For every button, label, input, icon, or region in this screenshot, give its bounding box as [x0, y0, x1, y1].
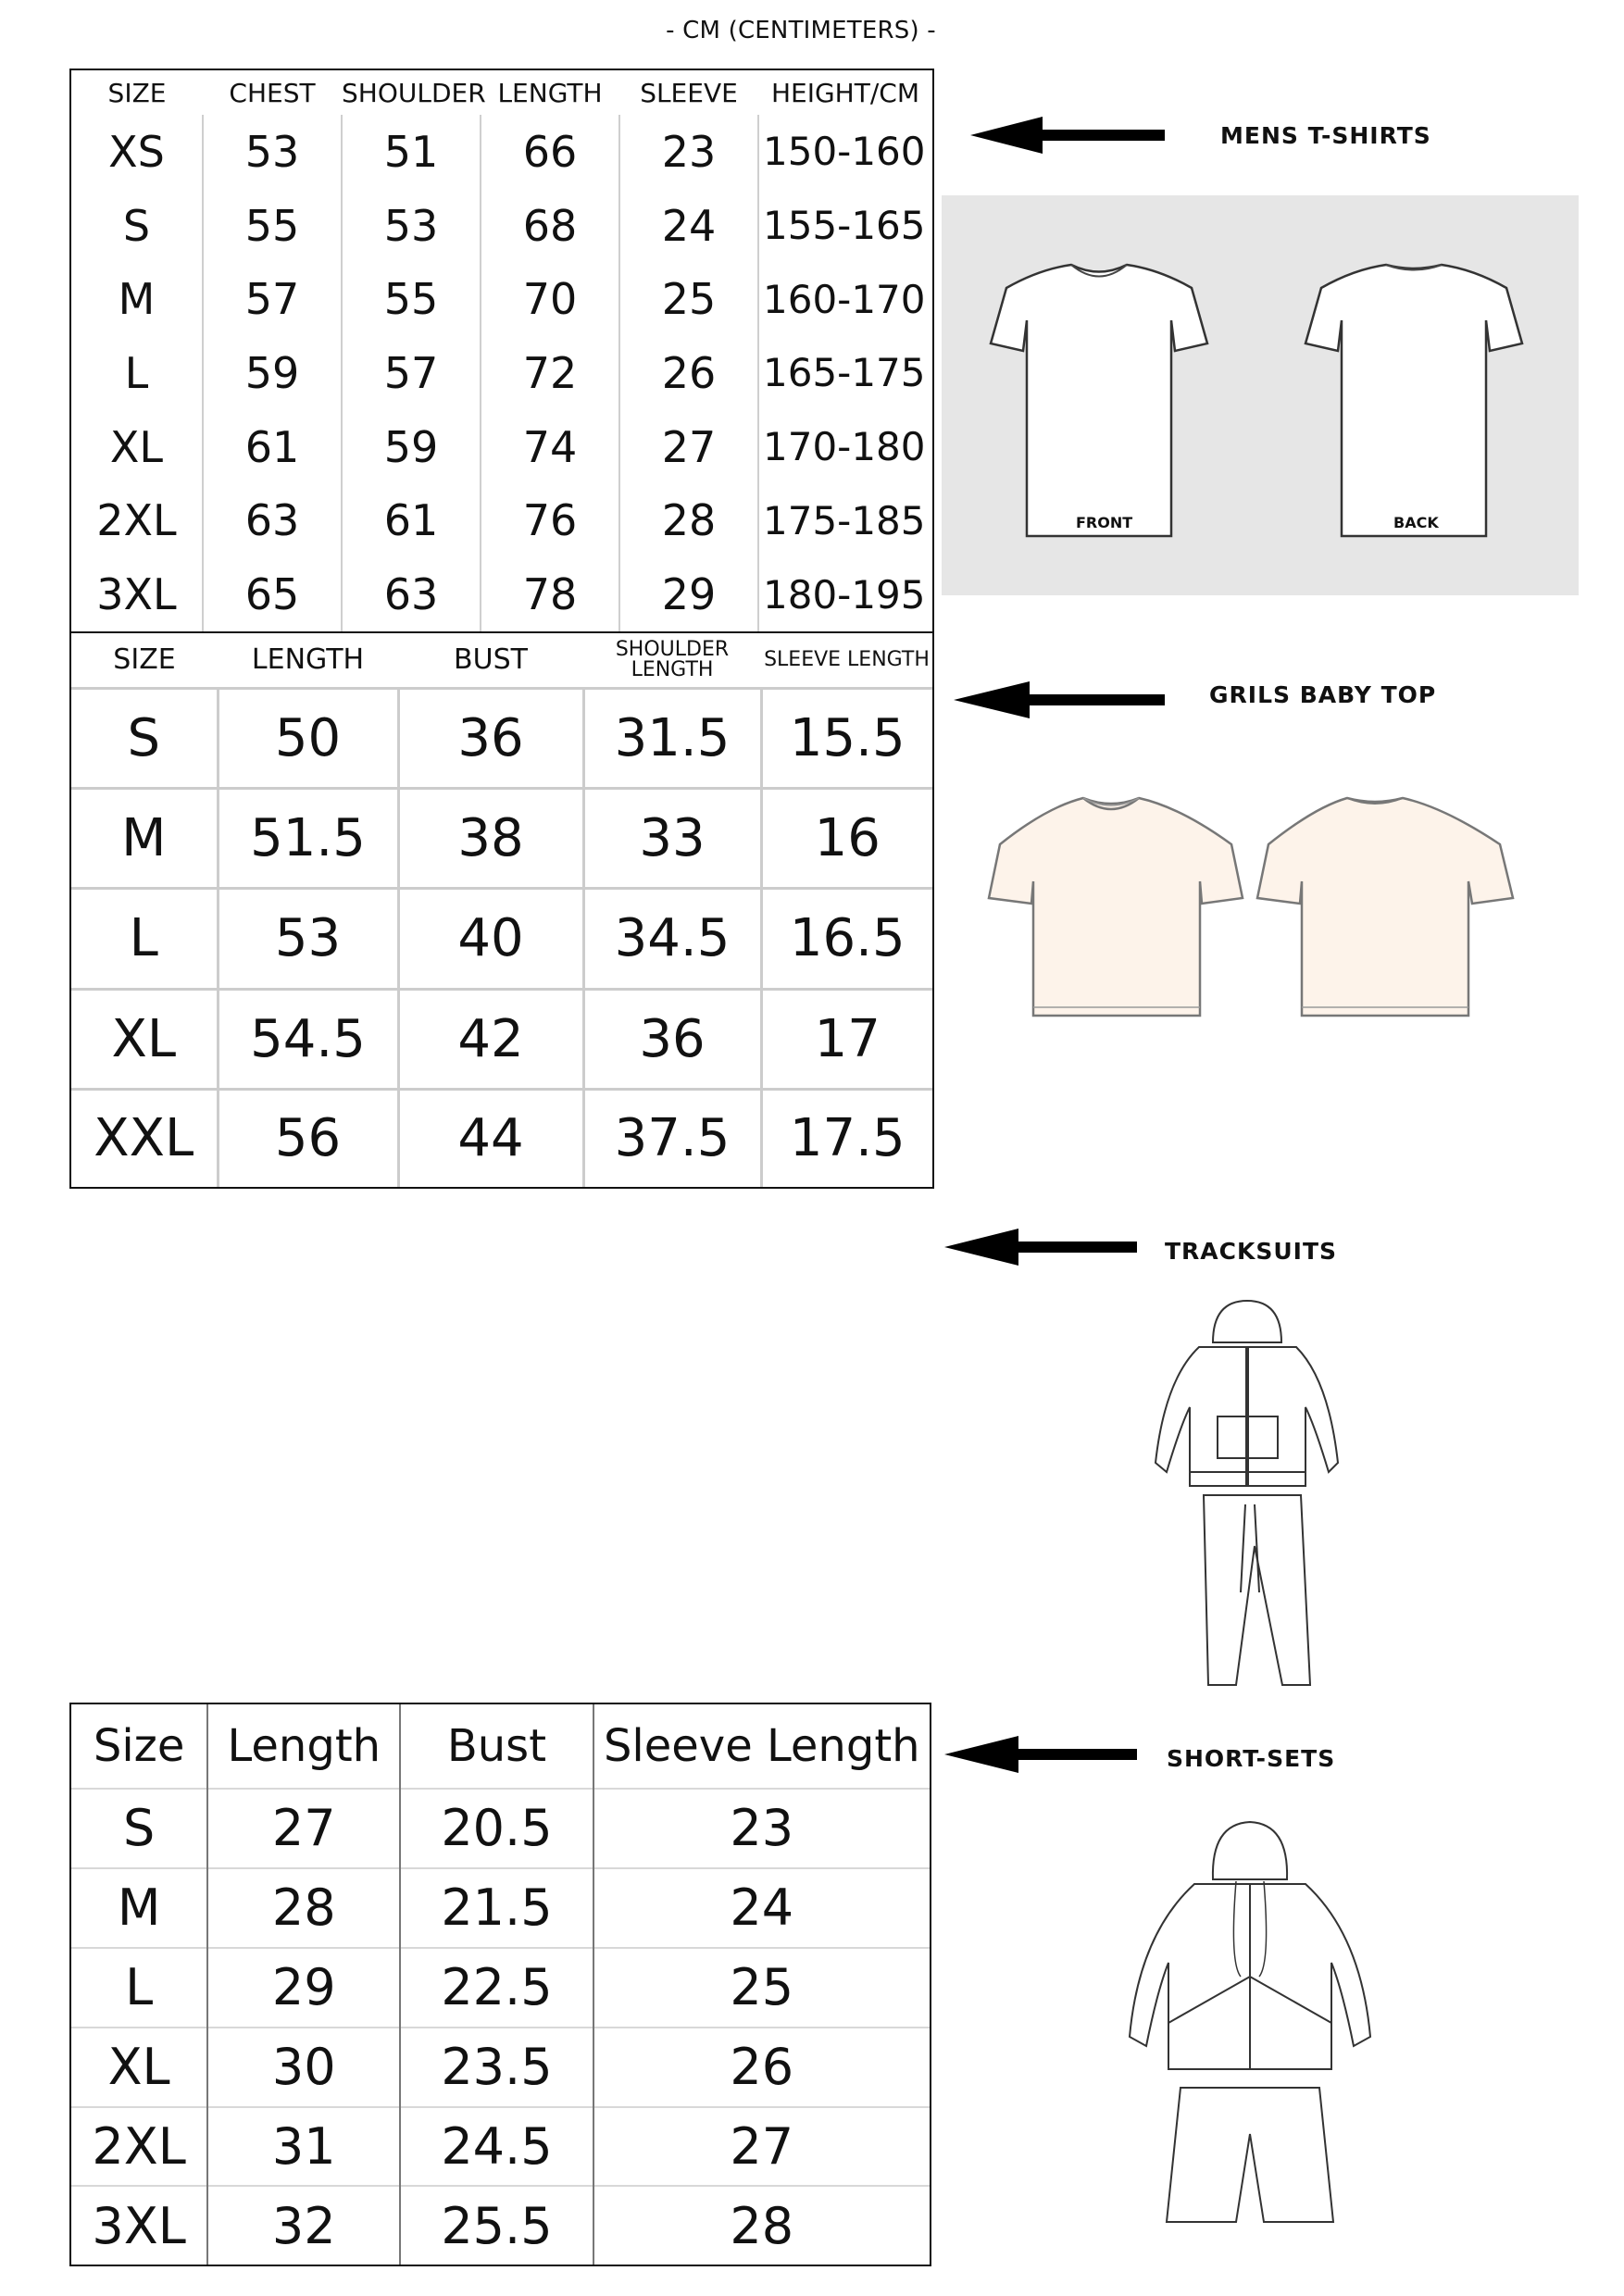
table-cell: 33	[583, 789, 761, 889]
girls-baby-top-size-table	[69, 631, 934, 1189]
table-cell: 57	[203, 262, 342, 336]
tracksuits-label: TRACKSUITS	[1165, 1238, 1338, 1265]
table-cell: 63	[342, 557, 481, 631]
table-row	[71, 889, 932, 989]
table-row	[71, 1868, 930, 1948]
table-cell: 29	[619, 557, 758, 631]
column-header: SHOULDER	[342, 77, 486, 108]
table-cell: 30	[207, 2028, 400, 2107]
table-row	[71, 336, 932, 410]
table-cell: S	[71, 1789, 207, 1868]
table-row	[71, 689, 932, 789]
table-cell: 2XL	[71, 2107, 207, 2187]
table-cell: M	[71, 789, 218, 889]
table-cell: 25.5	[400, 2186, 593, 2265]
table-cell: 16.5	[761, 889, 932, 989]
left-arrow-icon	[970, 115, 1165, 156]
table-cell: 50	[218, 689, 398, 789]
baby-top-sketch	[981, 789, 1528, 1020]
table-row	[71, 410, 932, 484]
short-sets-label: SHORT-SETS	[1167, 1745, 1336, 1772]
table-cell: XL	[109, 421, 164, 472]
table-cell: 160-170	[758, 262, 932, 336]
front-caption: FRONT	[1076, 514, 1133, 531]
column-header: LENGTH	[497, 77, 603, 108]
column-header: Sleeve Length	[593, 1704, 931, 1789]
table-cell: 28	[207, 1868, 400, 1948]
table-header-row	[71, 70, 932, 115]
table-cell: XL	[71, 989, 218, 1089]
table-cell: 155-165	[758, 189, 932, 263]
table-cell: 53	[218, 889, 398, 989]
table-row	[71, 262, 932, 336]
mens-tshirts-size-table	[69, 69, 934, 633]
table-cell: 78	[481, 557, 619, 631]
table-cell: 57	[342, 336, 481, 410]
mens-tshirt-sketch-panel	[942, 195, 1579, 595]
table-cell: 56	[218, 1089, 398, 1187]
column-header: LENGTH	[251, 643, 365, 676]
table-cell: 150-160	[758, 115, 932, 189]
table-cell: 2XL	[96, 495, 177, 546]
tracksuit-sketch	[1148, 1296, 1352, 1694]
table-cell: 26	[593, 2028, 931, 2107]
table-cell: 28	[593, 2186, 931, 2265]
table-cell: 63	[203, 484, 342, 558]
table-cell: 23	[619, 115, 758, 189]
table-cell: 34.5	[583, 889, 761, 989]
table-cell: 180-195	[758, 557, 932, 631]
table-cell: 31.5	[583, 689, 761, 789]
table-cell: 68	[481, 189, 619, 263]
short-set-sketch	[1111, 1815, 1389, 2277]
column-header: SIZE	[107, 77, 167, 108]
column-header: SLEEVE LENGTH	[764, 648, 930, 671]
table-cell: 70	[481, 262, 619, 336]
table-cell: 76	[481, 484, 619, 558]
table-row	[71, 189, 932, 263]
table-cell: 27	[207, 1789, 400, 1868]
left-arrow-icon	[944, 1227, 1137, 1267]
table-cell: 72	[481, 336, 619, 410]
table-cell: S	[71, 689, 218, 789]
column-header: BUST	[454, 643, 528, 676]
table-cell: 55	[203, 189, 342, 263]
table-cell: 36	[583, 989, 761, 1089]
table-cell: 3XL	[71, 2186, 207, 2265]
table-cell: 51.5	[218, 789, 398, 889]
table-cell: M	[71, 1868, 207, 1948]
table-cell: 175-185	[758, 484, 932, 558]
table-cell: 44	[398, 1089, 583, 1187]
table-row	[71, 1948, 930, 2028]
table-cell: L	[71, 889, 218, 989]
table-cell: 21.5	[400, 1868, 593, 1948]
table-cell: L	[124, 347, 149, 398]
table-cell: 16	[761, 789, 932, 889]
table-cell: 17	[761, 989, 932, 1089]
table-cell: 53	[342, 189, 481, 263]
table-cell: 20.5	[400, 1789, 593, 1868]
table-cell: 3XL	[96, 569, 177, 620]
column-header: SHOULDER LENGTH	[615, 638, 730, 681]
table-row	[71, 1089, 932, 1187]
table-cell: 54.5	[218, 989, 398, 1089]
table-cell: 32	[207, 2186, 400, 2265]
table-cell: 37.5	[583, 1089, 761, 1187]
table-cell: 36	[398, 689, 583, 789]
table-cell: 22.5	[400, 1948, 593, 2028]
table-cell: S	[122, 200, 151, 251]
table-cell: 65	[203, 557, 342, 631]
table-row	[71, 115, 932, 189]
table-cell: 26	[619, 336, 758, 410]
table-cell: 24.5	[400, 2107, 593, 2187]
table-cell: 74	[481, 410, 619, 484]
column-header: Bust	[400, 1704, 593, 1789]
table-cell: 38	[398, 789, 583, 889]
table-cell: 55	[342, 262, 481, 336]
table-cell: 61	[203, 410, 342, 484]
short-sets-size-table	[69, 1703, 931, 2266]
table-cell: 59	[342, 410, 481, 484]
table-row	[71, 989, 932, 1089]
table-cell: 31	[207, 2107, 400, 2187]
table-cell: 23.5	[400, 2028, 593, 2107]
table-row	[71, 2028, 930, 2107]
table-cell: 66	[481, 115, 619, 189]
table-cell: 27	[619, 410, 758, 484]
table-cell: 17.5	[761, 1089, 932, 1187]
table-cell: 29	[207, 1948, 400, 2028]
table-cell: 51	[342, 115, 481, 189]
left-arrow-icon	[954, 680, 1165, 720]
table-cell: 28	[619, 484, 758, 558]
table-cell: 40	[398, 889, 583, 989]
column-header: SIZE	[113, 643, 176, 676]
table-row	[71, 1789, 930, 1868]
column-header: Size	[93, 1720, 185, 1772]
column-header: Length	[207, 1704, 400, 1789]
table-row	[71, 484, 932, 558]
table-header-row	[71, 633, 932, 689]
column-header: SLEEVE	[640, 77, 738, 108]
table-cell: 27	[593, 2107, 931, 2187]
table-cell: XS	[108, 126, 165, 177]
table-cell: 170-180	[758, 410, 932, 484]
left-arrow-icon	[944, 1734, 1137, 1775]
mens-tshirts-label: MENS T-SHIRTS	[1220, 122, 1431, 149]
table-cell: XXL	[71, 1089, 218, 1187]
table-cell: L	[71, 1948, 207, 2028]
table-row	[71, 789, 932, 889]
girls-baby-top-label: GRILS BABY TOP	[1209, 681, 1437, 708]
tshirt-front-back-sketch	[942, 195, 1579, 595]
table-cell: 25	[593, 1948, 931, 2028]
column-header: HEIGHT/CM	[770, 77, 919, 108]
table-row	[71, 2107, 930, 2187]
table-cell: 23	[593, 1789, 931, 1868]
unit-note: - CM (CENTIMETERS) -	[666, 17, 936, 44]
table-cell: 25	[619, 262, 758, 336]
table-cell: 15.5	[761, 689, 932, 789]
table-cell: 165-175	[758, 336, 932, 410]
table-row	[71, 557, 932, 631]
table-cell: 42	[398, 989, 583, 1089]
table-cell: 59	[203, 336, 342, 410]
column-header: CHEST	[229, 77, 316, 108]
table-cell: 53	[203, 115, 342, 189]
table-cell: 61	[342, 484, 481, 558]
back-caption: BACK	[1393, 514, 1439, 531]
table-row	[71, 2186, 930, 2265]
table-cell: XL	[71, 2028, 207, 2107]
table-cell: 24	[593, 1868, 931, 1948]
table-header-row	[71, 1704, 930, 1789]
table-cell: 24	[619, 189, 758, 263]
table-cell: M	[118, 274, 156, 325]
